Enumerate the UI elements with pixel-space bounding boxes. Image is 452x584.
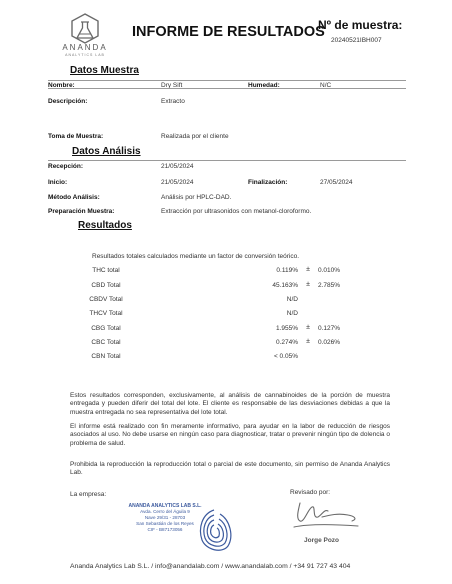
result-value: < 0.05% — [273, 353, 298, 360]
signer-label: Revisado por: — [290, 489, 331, 496]
disclaimer-informative-use: El informe está realizado con fin meramente informativo, para ayudar en la labor de reducción de riesgos asociados al uso. No debe usarse en ningún caso para diagnosticar, tratar o prevenir ningún tipo de dolencia o problema de salud. — [70, 423, 390, 447]
preparacion-label: Preparación Muestra: — [48, 208, 115, 215]
row-divider — [48, 88, 406, 89]
recepcion-value: 21/05/2024 — [161, 163, 194, 170]
logo-name: ANANDA — [62, 43, 108, 52]
result-name: THCV Total — [89, 310, 123, 317]
result-name: CBC Total — [91, 339, 121, 346]
plus-minus-sign: ± — [306, 324, 310, 331]
result-uncertainty: 0.010% — [318, 267, 341, 274]
toma-muestra-label: Toma de Muestra: — [48, 133, 104, 140]
wave-rings-stamp-icon — [192, 506, 236, 558]
signer-name: Jorge Pozo — [304, 537, 340, 544]
footer-contact: Ananda Analytics Lab S.L. / info@anandalab.com / www.anandalab.com / +34 91 727 43 404 — [70, 563, 351, 570]
sample-number-value: 20240521IBH007 — [331, 37, 382, 44]
result-uncertainty: 0.127% — [318, 325, 341, 332]
descripcion-label: Descripción: — [48, 98, 88, 105]
nombre-label: Nombre: — [48, 82, 75, 89]
stamp-company-name: ANANDA ANALYTICS LAB S.L. — [128, 503, 202, 509]
stamp-address-line: Avda. Cerro del Águila 9 — [140, 509, 190, 514]
stamp-address-line: San Sebastián de los Reyes — [136, 521, 194, 526]
plus-minus-sign: ± — [306, 266, 310, 273]
result-name: CBD Total — [91, 282, 121, 289]
descripcion-value: Extracto — [161, 98, 185, 105]
disclaimer-representativeness: Estos resultados corresponden, exclusivamente, al análisis de cannabinoides de la porción de muestra entregada y pueden diferir del total del lote. El cliente es responsable de las desviaciones debidas a que la muestra entregada no sea representativa del lote total. — [70, 392, 390, 416]
result-name: CBN Total — [91, 353, 121, 360]
logo-subtitle: ANALYTICS LAB — [65, 53, 105, 57]
result-uncertainty: 0.026% — [318, 339, 341, 346]
stamp-cif: CIF - B87173056 — [147, 527, 183, 532]
result-value: 45.163% — [272, 282, 298, 289]
sample-number-label: Nº de muestra: — [318, 18, 403, 32]
page-title: INFORME DE RESULTADOS — [132, 24, 325, 40]
stamp-address-line: Nave 29/31 - 28703 — [144, 515, 186, 520]
result-value: 0.119% — [276, 267, 298, 274]
inicio-label: Inicio: — [48, 179, 68, 186]
plus-minus-sign: ± — [306, 338, 310, 345]
humedad-value: N/C — [320, 82, 332, 89]
humedad-label: Humedad: — [248, 82, 280, 89]
section-heading-datos-muestra: Datos Muestra — [70, 65, 139, 76]
result-value: 0.274% — [275, 339, 298, 346]
result-name: CBG Total — [91, 325, 121, 332]
result-value: N/D — [286, 296, 298, 303]
section-heading-resultados: Resultados — [78, 220, 132, 231]
plus-minus-sign: ± — [306, 281, 310, 288]
result-value: N/D — [286, 310, 298, 317]
toma-muestra-value: Realizada por el cliente — [161, 133, 229, 140]
inicio-value: 21/05/2024 — [161, 179, 194, 186]
preparacion-value: Extracción por ultrasonidos con metanol-cloroformo. — [161, 208, 312, 215]
section-divider — [48, 80, 406, 81]
result-uncertainty: 2.785% — [318, 282, 341, 289]
result-value: 1.955% — [275, 325, 298, 332]
recepcion-label: Recepción: — [48, 163, 84, 170]
result-name: CBDV Total — [89, 296, 123, 303]
section-divider — [48, 160, 406, 161]
result-name: THC total — [92, 267, 120, 274]
disclaimer-reproduction: Prohibida la reproducción la reproducción total o parcial de este documento, sin permiso de Ananda Analytics Lab. — [70, 461, 390, 477]
finalizacion-value: 27/05/2024 — [320, 179, 353, 186]
metodo-value: Análisis por HPLC-DAD. — [161, 194, 232, 201]
results-intro: Resultados totales calculados mediante un factor de conversión teórico. — [92, 253, 300, 260]
nombre-value: Dry Sift — [161, 82, 183, 89]
handwritten-signature-icon — [282, 497, 372, 531]
company-label: La empresa: — [70, 491, 107, 498]
finalizacion-label: Finalización: — [248, 179, 288, 186]
metodo-label: Método Análisis: — [48, 194, 100, 201]
section-heading-datos-analisis: Datos Análisis — [72, 146, 141, 157]
